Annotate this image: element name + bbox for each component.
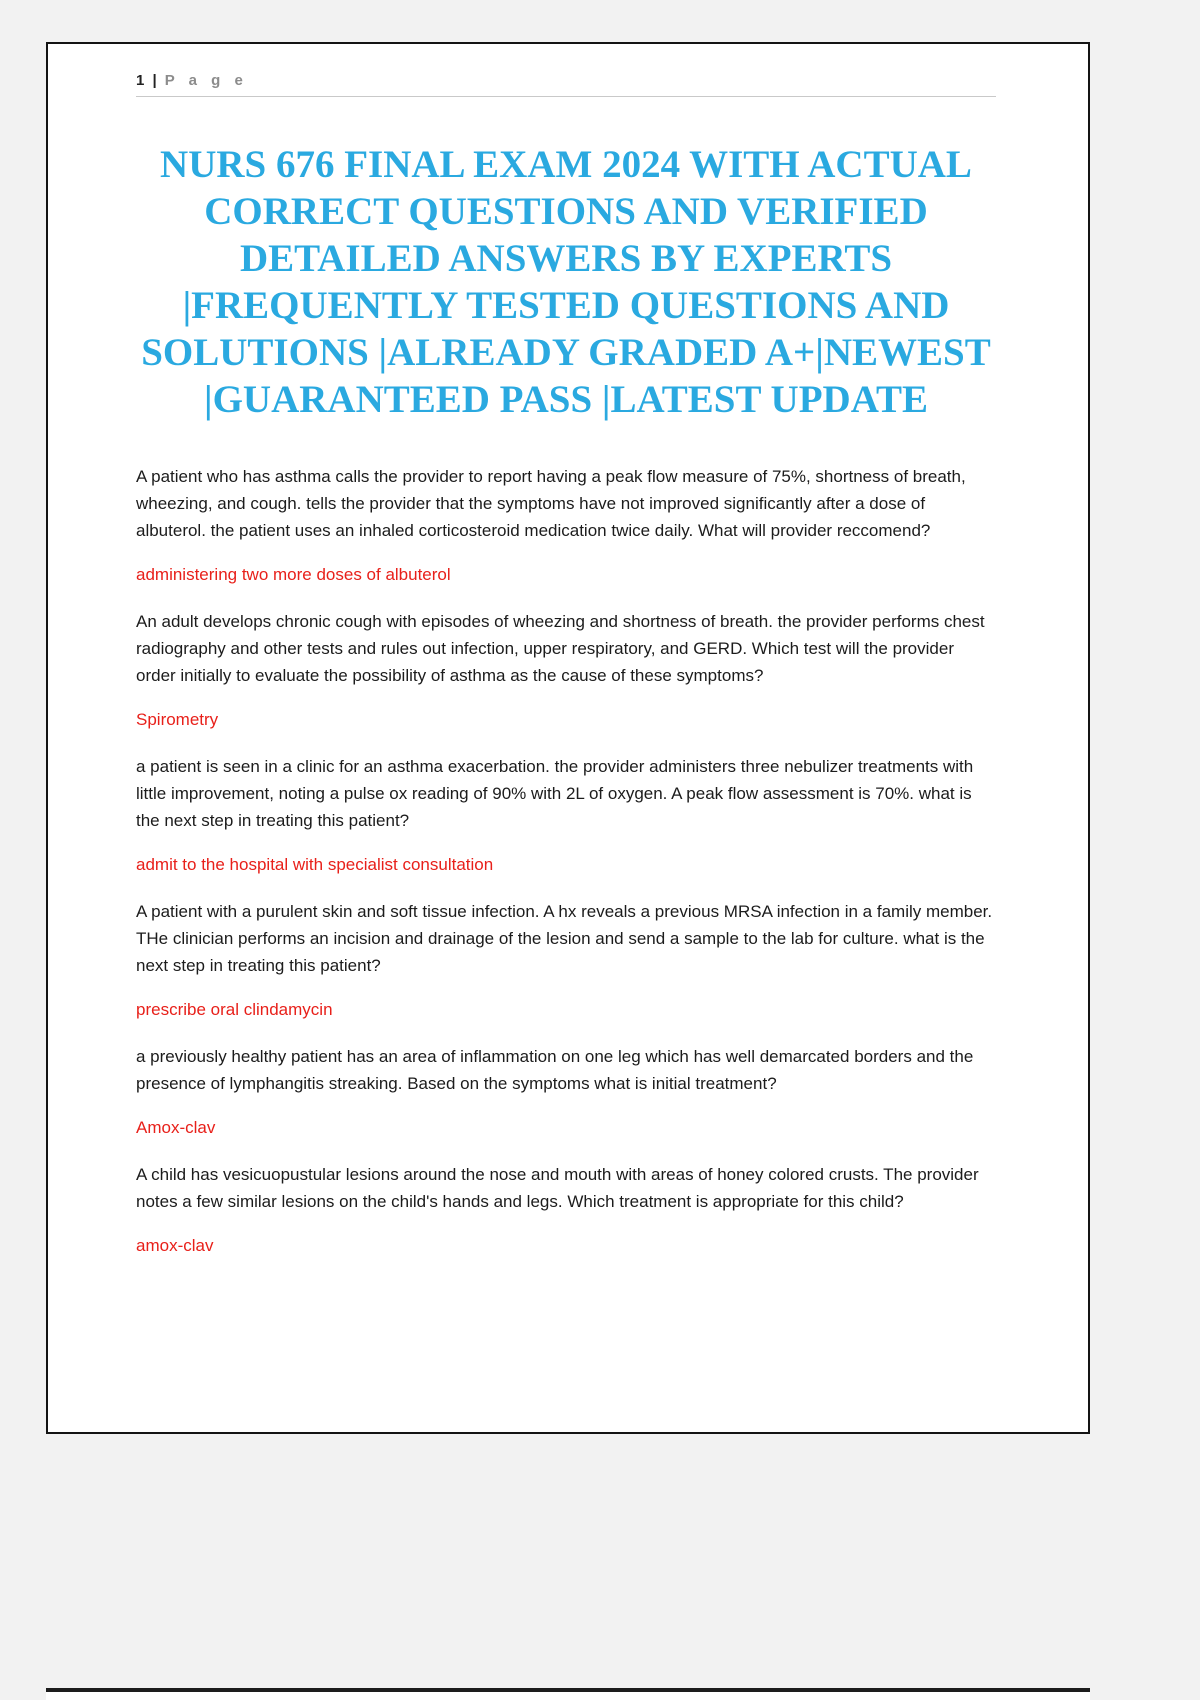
title-line: |FREQUENTLY TESTED QUESTIONS AND — [182, 284, 950, 327]
question-paragraph: A child has vesicuopustular lesions around the nose and mouth with areas of honey colored crusts. The provider notes a few similar lesions on the child's hands and legs. Which treatment is appropriate for this child? — [136, 1165, 979, 1211]
answer-text: administering two more doses of albuterol — [136, 565, 451, 584]
question-paragraph: A patient who has asthma calls the provider to report having a peak flow measure of 75%, shortness of breath, wheezing, and cough. tells the provider that the symptoms have not improved significantly after a dose of albuterol. the patient uses an inhaled corticosteroid medication twice daily. What will provider reccomend? — [136, 467, 966, 540]
page-number: 1 | — [136, 72, 159, 89]
title-line: SOLUTIONS |ALREADY GRADED A+|NEWEST — [141, 331, 991, 374]
title-line: NURS 676 FINAL EXAM 2024 WITH ACTUAL — [160, 143, 972, 186]
document-title — [136, 141, 996, 423]
document-page-1 — [46, 42, 1090, 1434]
question-paragraph: a previously healthy patient has an area of inflammation on one leg which has well demarcated borders and the presence of lymphangitis streaking. Based on the symptoms what is initial treatment? — [136, 1047, 974, 1093]
title-line: CORRECT QUESTIONS AND VERIFIED — [204, 190, 928, 233]
next-page-edge — [46, 1688, 1090, 1700]
question-paragraph: An adult develops chronic cough with episodes of wheezing and shortness of breath. the provider performs chest radiography and other tests and rules out infection, upper respiratory, and GERD. Which test will the provider order initially to evaluate the possibility of asthma as the cause of these symptoms? — [136, 612, 985, 685]
qa-section — [136, 463, 996, 1257]
question-paragraph: a patient is seen in a clinic for an asthma exacerbation. the provider administers three nebulizer treatments with little improvement, noting a pulse ox reading of 90% with 2L of oxygen. A peak flow assessment is 70%. what is the next step in treating this patient? — [136, 757, 974, 830]
page-label-word: P a g e — [164, 72, 248, 89]
title-line: DETAILED ANSWERS BY EXPERTS — [239, 237, 893, 280]
answer-text: Spirometry — [136, 710, 219, 729]
answer-text: Amox-clav — [136, 1118, 216, 1137]
title-line: |GUARANTEED PASS |LATEST UPDATE — [203, 378, 928, 421]
question-paragraph: A patient with a purulent skin and soft tissue infection. A hx reveals a previous MRSA infection in a family member. THe clinician performs an incision and drainage of the lesion and send a sample to the lab for culture. what is the next step in treating this patient? — [136, 902, 993, 975]
answer-text: amox-clav — [136, 1236, 214, 1255]
answer-text: prescribe oral clindamycin — [136, 1000, 333, 1019]
header-divider — [136, 96, 996, 97]
page-header — [136, 72, 996, 89]
answer-text: admit to the hospital with specialist consultation — [136, 855, 494, 874]
